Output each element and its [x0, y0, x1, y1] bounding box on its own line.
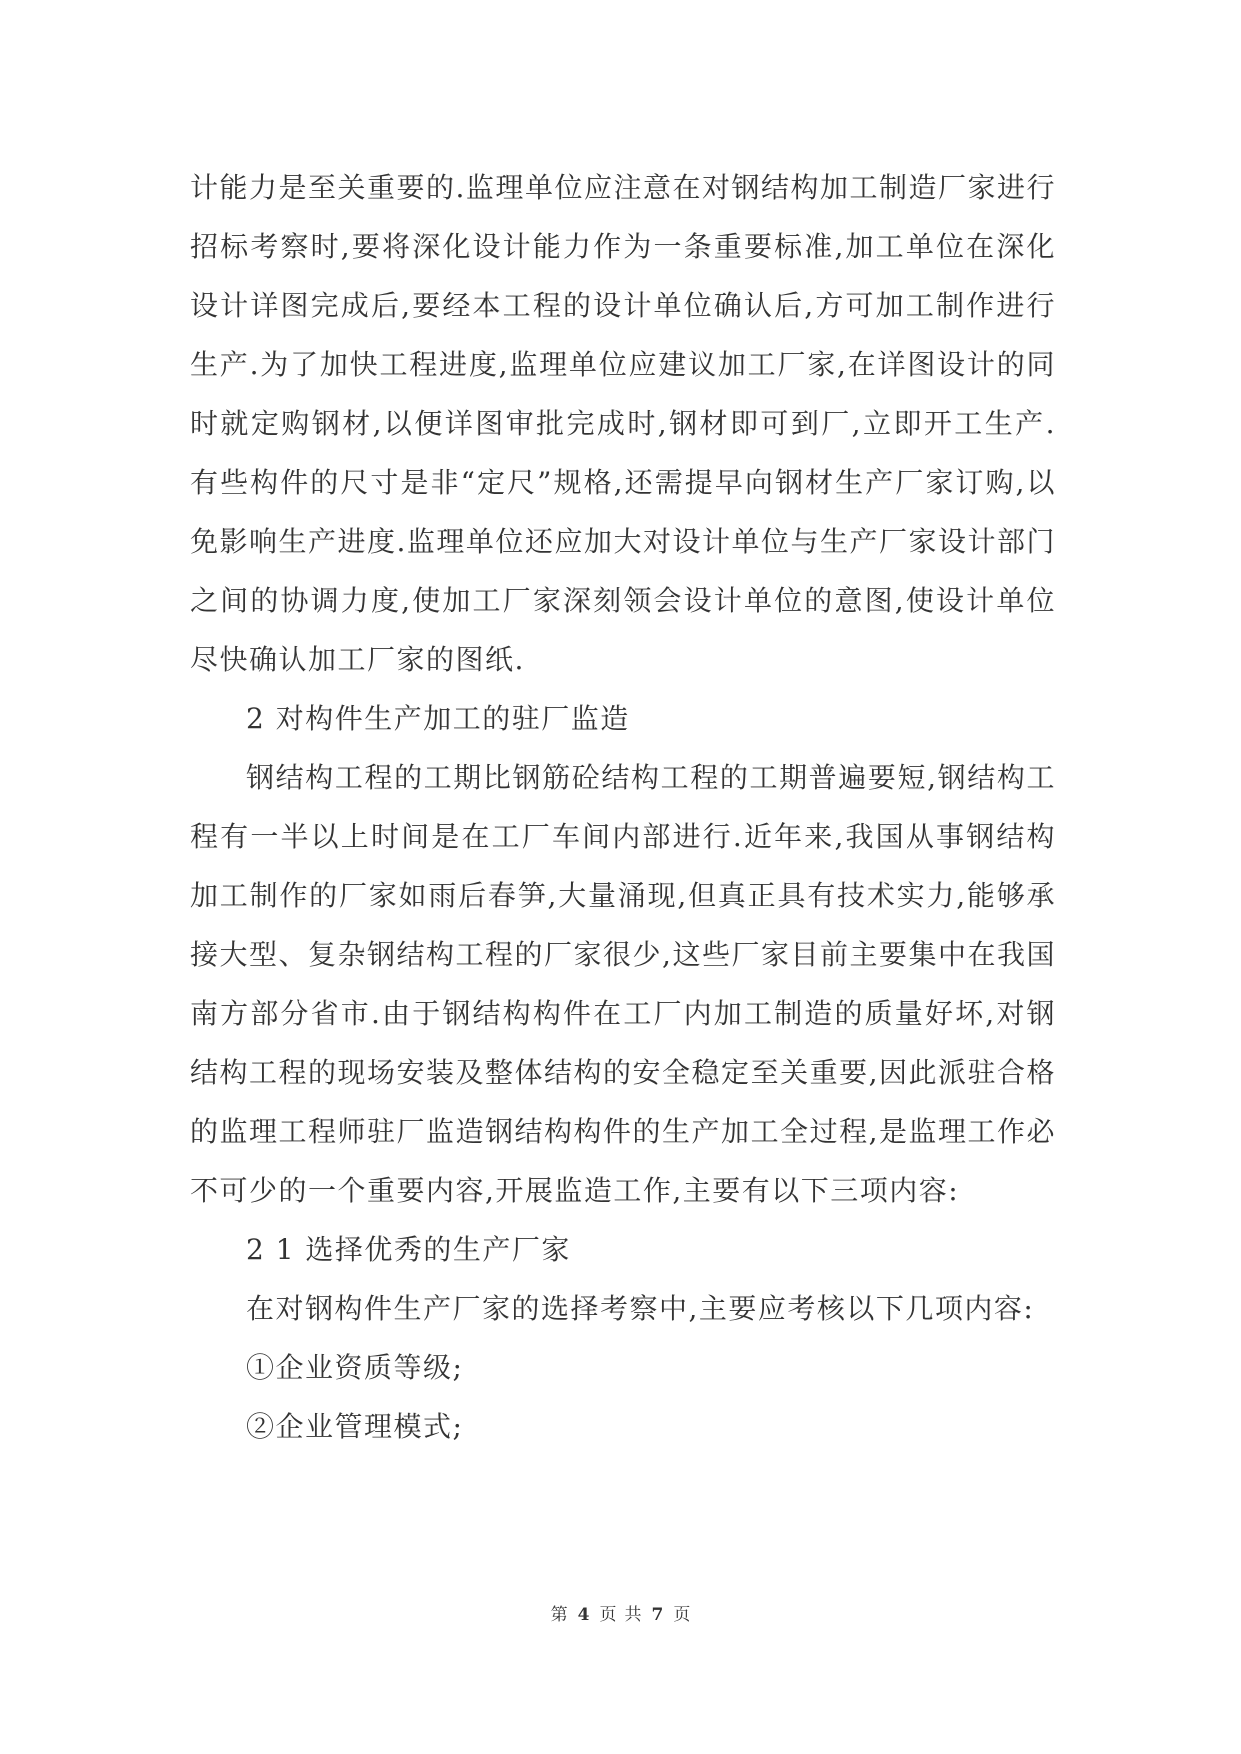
page-body	[190, 158, 1056, 1456]
subsection-heading-2-1: 2 1 选择优秀的生产厂家	[246, 1233, 571, 1266]
paragraph-design-capability: 计能力是至关重要的.监理单位应注意在对钢结构加工制造厂家进行招标考察时,要将深化设计能力作为一条重要标准,加工单位在深化设计详图完成后,要经本工程的设计单位确认后,方可加工制作进行生产.为了加快工程进度,监理单位应建议加工厂家,在详图设计的同时就定购钢材,以便详图审批完成时,钢材即可到厂,立即开工生产.有些构件的尺寸是非“定尺”规格,还需提早向钢材生产厂家订购,以免影响生产进度.监理单位还应加大对设计单位与生产厂家设计部门之间的协调力度,使加工厂家深刻领会设计单位的意图,使设计单位尽快确认加工厂家的图纸.	[190, 171, 1056, 676]
page-footer	[0, 1600, 1241, 1625]
footer-suffix: 页	[673, 1605, 691, 1625]
footer-page-word: 页	[599, 1605, 617, 1625]
list-item-qualification: ①企业资质等级;	[246, 1351, 464, 1384]
footer-total-word: 共	[624, 1605, 642, 1625]
footer-prefix: 第	[550, 1605, 568, 1625]
paragraph-selection-criteria: 在对钢构件生产厂家的选择考察中,主要应考核以下几项内容:	[246, 1292, 1035, 1325]
section-heading-2: 2 对构件生产加工的驻厂监造	[246, 702, 630, 735]
paragraph-factory-supervision: 钢结构工程的工期比钢筋砼结构工程的工期普遍要短,钢结构工程有一半以上时间是在工厂车间内部进行.近年来,我国从事钢结构加工制作的厂家如雨后春笋,大量涌现,但真正具有技术实力,能够承接大型、复杂钢结构工程的厂家很少,这些厂家目前主要集中在我国南方部分省市.由于钢结构构件在工厂内加工制造的质量好坏,对钢结构工程的现场安装及整体结构的安全稳定至关重要,因此派驻合格的监理工程师驻厂监造钢结构构件的生产加工全过程,是监理工作必不可少的一个重要内容,开展监造工作,主要有以下三项内容:	[190, 761, 1056, 1207]
footer-total-pages: 7	[651, 1605, 664, 1625]
footer-page-number: 4	[577, 1605, 590, 1625]
list-item-management: ②企业管理模式;	[246, 1410, 464, 1443]
